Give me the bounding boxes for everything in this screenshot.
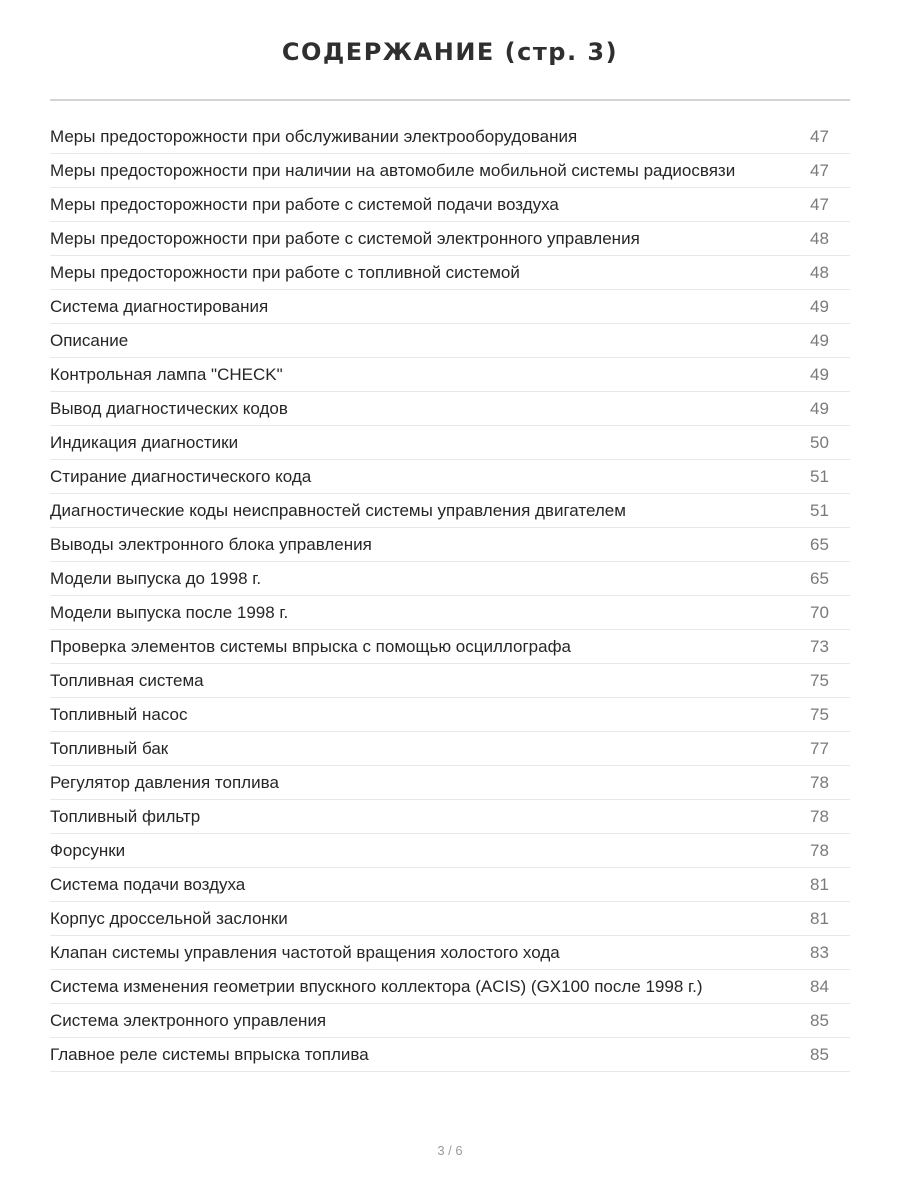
toc-entry-title[interactable]: Клапан системы управления частотой вращения холостого хода bbox=[50, 942, 560, 962]
title-divider bbox=[50, 99, 850, 101]
toc-entry-page-number: 65 bbox=[810, 568, 829, 588]
toc-entry-title[interactable]: Индикация диагностики bbox=[50, 432, 239, 452]
toc-entry-title[interactable]: Вывод диагностических кодов bbox=[50, 398, 288, 418]
toc-entry[interactable] bbox=[50, 664, 850, 698]
toc-entry-title[interactable]: Топливная система bbox=[50, 670, 204, 690]
toc-entry[interactable] bbox=[50, 1004, 850, 1038]
toc-entry-title[interactable]: Корпус дроссельной заслонки bbox=[50, 908, 288, 928]
toc-entry-page-number: 84 bbox=[810, 976, 829, 996]
toc-entry-page-number: 49 bbox=[810, 330, 829, 350]
toc-entry[interactable] bbox=[50, 460, 850, 494]
toc-entry-page-number: 49 bbox=[810, 398, 829, 418]
toc-entry-page-number: 47 bbox=[810, 126, 829, 146]
toc-entry-page-number: 73 bbox=[810, 636, 829, 656]
toc-entry-title[interactable]: Топливный бак bbox=[50, 738, 169, 758]
toc-entry-page-number: 48 bbox=[810, 228, 829, 248]
toc-entry[interactable] bbox=[50, 188, 850, 222]
toc-entry[interactable] bbox=[50, 222, 850, 256]
toc-entry-title[interactable]: Топливный насос bbox=[50, 704, 188, 724]
toc-entry-page-number: 85 bbox=[810, 1044, 829, 1064]
toc-entry-title[interactable]: Меры предосторожности при работе с системой подачи воздуха bbox=[50, 194, 559, 214]
toc-entry-title[interactable]: Топливный фильтр bbox=[50, 806, 201, 826]
toc-entry[interactable] bbox=[50, 358, 850, 392]
toc-entry-title[interactable]: Меры предосторожности при работе с системой электронного управления bbox=[50, 228, 640, 248]
toc-entry-title[interactable]: Меры предосторожности при работе с топливной системой bbox=[50, 262, 520, 282]
toc-entry-page-number: 78 bbox=[810, 840, 829, 860]
toc-entry[interactable] bbox=[50, 970, 850, 1004]
toc-entry-title[interactable]: Форсунки bbox=[50, 840, 126, 860]
toc-entry[interactable] bbox=[50, 732, 850, 766]
toc-entry[interactable] bbox=[50, 868, 850, 902]
toc-entry-page-number: 75 bbox=[810, 704, 829, 724]
toc-entry-page-number: 75 bbox=[810, 670, 829, 690]
toc-entry[interactable] bbox=[50, 494, 850, 528]
toc-entry[interactable] bbox=[50, 936, 850, 970]
toc-entry[interactable] bbox=[50, 290, 850, 324]
toc-entry[interactable] bbox=[50, 426, 850, 460]
toc-entry[interactable] bbox=[50, 596, 850, 630]
toc-entry-title[interactable]: Меры предосторожности при обслуживании электрооборудования bbox=[50, 126, 578, 146]
toc-entry-title[interactable]: Меры предосторожности при наличии на автомобиле мобильной системы радиосвязи bbox=[50, 160, 736, 180]
toc-entry-page-number: 77 bbox=[810, 738, 829, 758]
toc-entry-title[interactable]: Модели выпуска после 1998 г. bbox=[50, 602, 289, 622]
toc-entry-title[interactable]: Описание bbox=[50, 330, 129, 350]
toc-entry[interactable] bbox=[50, 120, 850, 154]
toc-entry-page-number: 49 bbox=[810, 364, 829, 384]
table-of-contents bbox=[50, 120, 850, 1072]
toc-entry-page-number: 65 bbox=[810, 534, 829, 554]
toc-entry-page-number: 51 bbox=[810, 500, 829, 520]
toc-entry-page-number: 78 bbox=[810, 806, 829, 826]
toc-entry-title[interactable]: Регулятор давления топлива bbox=[50, 772, 279, 792]
toc-entry-page-number: 70 bbox=[810, 602, 829, 622]
toc-entry[interactable] bbox=[50, 834, 850, 868]
toc-entry-title[interactable]: Стирание диагностического кода bbox=[50, 466, 312, 486]
toc-entry[interactable] bbox=[50, 698, 850, 732]
toc-entry-title[interactable]: Система подачи воздуха bbox=[50, 874, 246, 894]
toc-entry-page-number: 47 bbox=[810, 160, 829, 180]
toc-entry[interactable] bbox=[50, 1038, 850, 1072]
toc-entry-page-number: 83 bbox=[810, 942, 829, 962]
toc-entry[interactable] bbox=[50, 902, 850, 936]
toc-entry-title[interactable]: Выводы электронного блока управления bbox=[50, 534, 372, 554]
toc-entry-page-number: 51 bbox=[810, 466, 829, 486]
toc-entry[interactable] bbox=[50, 256, 850, 290]
toc-entry[interactable] bbox=[50, 766, 850, 800]
toc-entry[interactable] bbox=[50, 392, 850, 426]
toc-entry[interactable] bbox=[50, 630, 850, 664]
toc-entry[interactable] bbox=[50, 324, 850, 358]
toc-entry-page-number: 47 bbox=[810, 194, 829, 214]
toc-entry-page-number: 50 bbox=[810, 432, 829, 452]
page-title: СОДЕРЖАНИЕ (стр. 3) bbox=[281, 38, 619, 66]
toc-entry-title[interactable]: Главное реле системы впрыска топлива bbox=[50, 1044, 369, 1064]
toc-entry[interactable] bbox=[50, 528, 850, 562]
toc-entry-title[interactable]: Система изменения геометрии впускного коллектора (ACIS) (GX100 после 1998 г.) bbox=[50, 976, 703, 996]
toc-entry-title[interactable]: Система электронного управления bbox=[50, 1010, 327, 1030]
page-indicator: 3 / 6 bbox=[437, 1143, 463, 1158]
toc-entry-title[interactable]: Диагностические коды неисправностей системы управления двигателем bbox=[50, 500, 626, 520]
toc-entry[interactable] bbox=[50, 154, 850, 188]
toc-entry[interactable] bbox=[50, 800, 850, 834]
toc-entry-title[interactable]: Система диагностирования bbox=[50, 296, 269, 316]
toc-entry-page-number: 81 bbox=[810, 908, 829, 928]
toc-entry[interactable] bbox=[50, 562, 850, 596]
toc-entry-page-number: 49 bbox=[810, 296, 829, 316]
toc-entry-page-number: 81 bbox=[810, 874, 829, 894]
toc-entry-title[interactable]: Контрольная лампа "CHECK" bbox=[50, 364, 283, 384]
toc-entry-page-number: 48 bbox=[810, 262, 829, 282]
toc-entry-title[interactable]: Модели выпуска до 1998 г. bbox=[50, 568, 262, 588]
toc-entry-page-number: 78 bbox=[810, 772, 829, 792]
toc-entry-title[interactable]: Проверка элементов системы впрыска с помощью осциллографа bbox=[50, 636, 572, 656]
toc-entry-page-number: 85 bbox=[810, 1010, 829, 1030]
